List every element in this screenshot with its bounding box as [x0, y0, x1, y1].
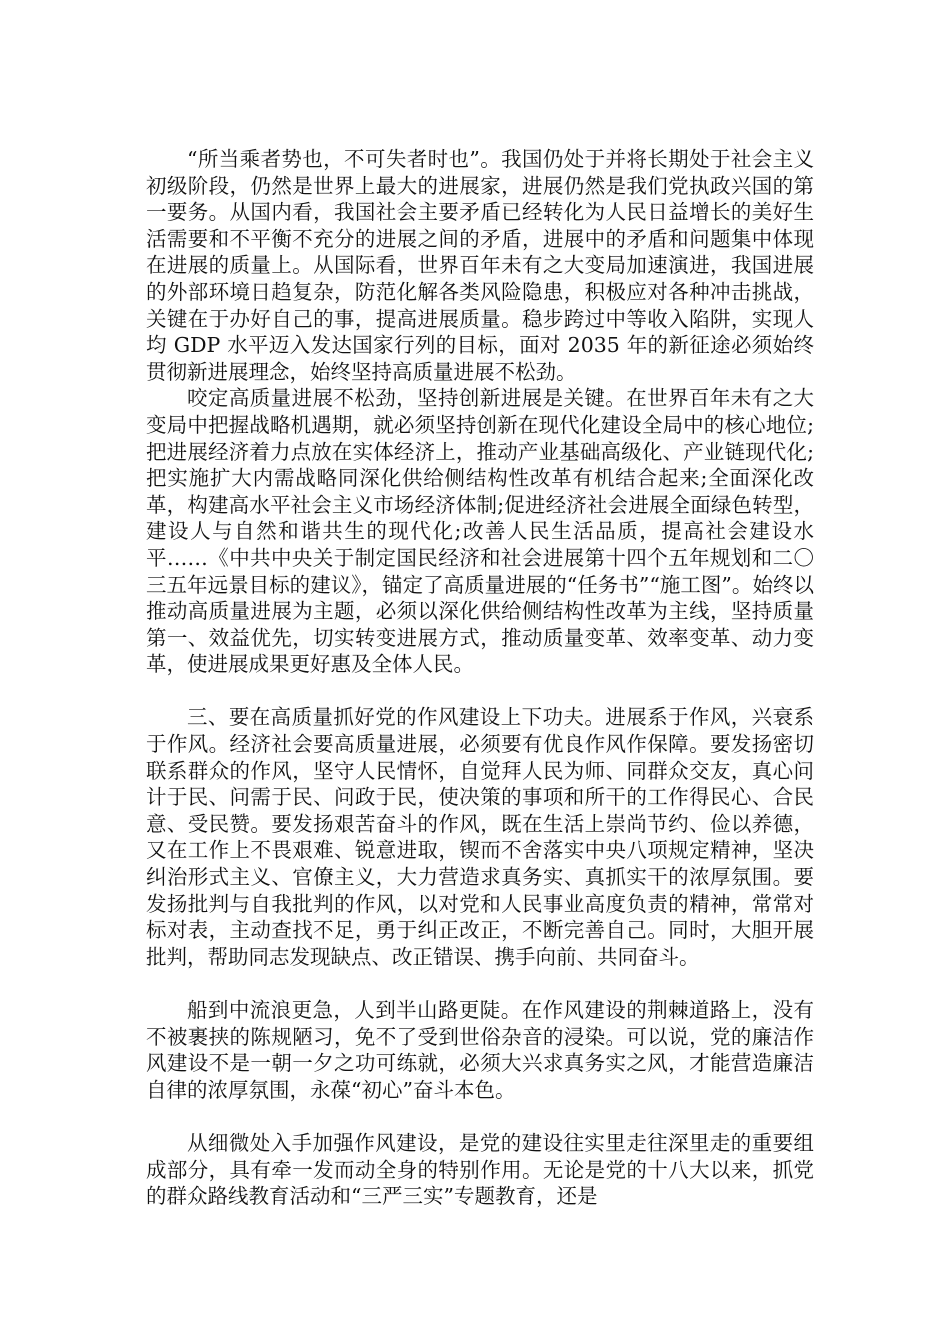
document-page: [146, 146, 814, 1210]
paragraph-section-three-work-style: 三、要在高质量抓好党的作风建设上下功夫。进展系于作风，兴衰系于作风。经济社会要高质量进展，必须要有优良作风作保障。要发扬密切联系群众的作风，坚守人民情怀，自觉拜人民为师、同群众交友，真心问计于民、问需于民、问政于民，使决策的事项和所干的工作得民心、合民意、受民赞。要发扬艰苦奋斗的作风，既在生活上崇尚节约、俭以养德，又在工作上不畏艰难、锐意进取，锲而不舍落实中央八项规定精神，坚决纠治形式主义、官僚主义，大力营造求真务实、真抓实干的浓厚氛围。要发扬批判与自我批判的作风，以对党和人民事业高度负责的精神，常常对标对表，主动查找不足，勇于纠正改正，不断完善自己。同时，大胆开展批判，帮助同志发现缺点、改正错误、携手向前、共同奋斗。: [146, 705, 814, 969]
paragraph-spacer: [146, 678, 814, 705]
paragraph-spacer: [146, 970, 814, 997]
paragraph-integrity-culture: 船到中流浪更急，人到半山路更陡。在作风建设的荆棘道路上，没有不被裹挟的陈规陋习，免不了受到世俗杂音的浸染。可以说，党的廉洁作风建设不是一朝一夕之功可练就，必须大兴求真务实之风，才能营造廉洁自律的浓厚氛围，永葆“初心”奋斗本色。: [146, 998, 814, 1102]
paragraph-spacer: [146, 1103, 814, 1130]
paragraph-detail-work-style: 从细微处入手加强作风建设，是党的建设往实里走往深里走的重要组成部分，具有牵一发而动全身的特别作用。无论是党的十八大以来，抓党的群众路线教育活动和“三严三实”专题教育，还是: [146, 1130, 814, 1209]
paragraph-high-quality-development: “所当乘者势也，不可失者时也”。我国仍处于并将长期处于社会主义初级阶段，仍然是世界上最大的进展家，进展仍然是我们党执政兴国的第一要务。从国内看，我国社会主要矛盾已经转化为人民日益增长的美好生活需要和不平衡不充分的进展之间的矛盾，进展中的矛盾和问题集中体现在进展的质量上。从国际看，世界百年未有之大变局加速演进，我国进展的外部环境日趋复杂，防范化解各类风险隐患，积极应对各种冲击挑战，关键在于办好自己的事，提高进展质量。稳步跨过中等收入陷阱，实现人均 GDP 水平迈入发达国家行列的目标，面对 2035 年的新征途必须始终贯彻新进展理念，始终坚持高质量进展不松劲。: [146, 147, 814, 384]
paragraph-innovation-key: 咬定高质量进展不松劲，坚持创新进展是关键。在世界百年未有之大变局中把握战略机遇期，就必须坚持创新在现代化建设全局中的核心地位;把进展经济着力点放在实体经济上，推动产业基础高级化、产业链现代化;把实施扩大内需战略同深化供给侧结构性改革有机结合起来;全面深化改革，构建高水平社会主义市场经济体制;促进经济社会进展全面绿色转型，建设人与自然和谐共生的现代化;改善人民生活品质，提高社会建设水平……《中共中央关于制定国民经济和社会进展第十四个五年规划和二〇三五年远景目标的建议》，锚定了高质量进展的“任务书”“施工图”。始终以推动高质量进展为主题，必须以深化供给侧结构性改革为主线，坚持质量第一、效益优先，切实转变进展方式，推动质量变革、效率变革、动力变革，使进展成果更好惠及全体人民。: [146, 386, 814, 677]
